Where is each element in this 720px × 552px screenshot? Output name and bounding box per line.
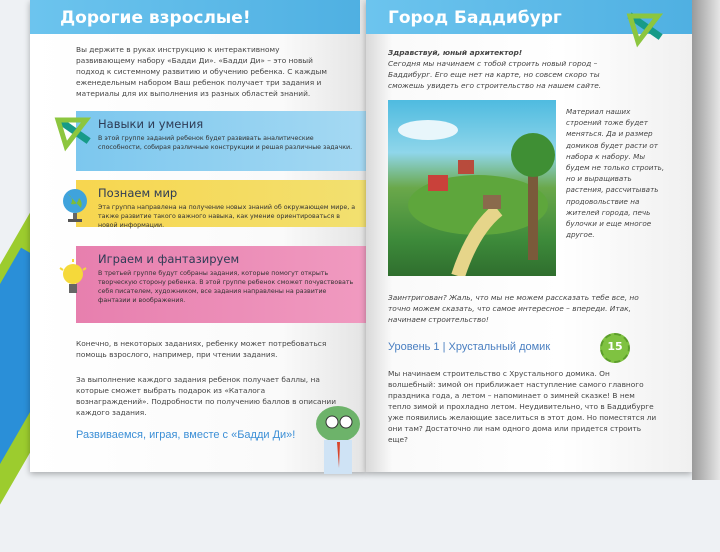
section-text: Эта группа направлена на получение новых знаний об окружающем мире, а также развитие такого важного навыка, как умение ориентироваться в новой информации. (98, 204, 356, 229)
intro-text: Вы держите в руках инструкцию к интерактивному развивающему набору «Бадди Ди». «Бадди Ди» – это новый подход к системному развитию и обучению ребенка. С каждым еженедельным набором Ваш ребенок получает три задания и материалы для их выполнения из разных областей знаний. (76, 45, 327, 98)
mascot-turtle-icon (302, 398, 366, 474)
section-text: В третьей группе будут собраны задания, которые помогут открыть творческую сторону ребенка. В этой группе ребенок сможет почувствовать себя писателем, художником, все задания направлены на развитие фантазии и воображения. (98, 270, 354, 304)
section-skills (76, 111, 366, 171)
level-body: Мы начинаем строительство с Хрустального домика. Он волшебный: зимой он приближает наступление самого главного праздника года, а летом – напоминает о зимней сказке! В нем тепло зимой и прохладно летом. Неудивительно, что в Баддибурге уже появились желающие заселиться в этот дом. Но поместятся ли они там? Достаточно ли нам одного дома или придется строить еще? (388, 369, 657, 444)
teaser-text: Заинтригован? Жаль, что мы не можем рассказать тебе все, но точно можем сказать, что самое интересное – впереди. Итак, начинаем строительство! (388, 293, 639, 324)
triangle-ruler-icon (52, 112, 92, 152)
right-page-title: Город Баддибург (366, 0, 692, 34)
slogan: Развиваемся, играя, вместе с «Бадди Ди»! (76, 429, 296, 441)
right-page (366, 0, 692, 472)
section-text: В этой группе заданий ребенок будет развивать аналитические способности, собирая различные конструкции и решая различные задачки. (98, 135, 353, 151)
section-title: Навыки и умения (98, 117, 204, 131)
level-title: Уровень 1 | Хрустальный домик (388, 341, 551, 353)
points-text: За выполнение каждого задания ребенок получает баллы, на которые сможет выбрать подарок из «Каталога вознаграждений». Подробности по получению баллов в описании каждого задания. (76, 375, 337, 417)
page-edge-shadow (692, 0, 720, 480)
section-title: Играем и фантазируем (98, 252, 240, 266)
globe-icon (60, 186, 90, 226)
left-page-title: Дорогие взрослые! (30, 0, 360, 34)
section-play (76, 246, 366, 323)
side-text: Материал наших строений тоже будет меняться. Да и размер домиков будет расти от набора к набору. Мы будем не только строить, но и выращивать растения, рассчитывать продовольствие на жителей города, печь булочки и еще многое другое. (566, 107, 665, 240)
intro-text: Сегодня мы начинаем с тобой строить новый город – Баддибург. Его еще нет на карте, но совсем скоро ты сможешь увидеть его строительство на нашем сайте. (388, 59, 602, 90)
section-title: Познаем мир (98, 186, 178, 200)
triangle-ruler-icon (624, 8, 664, 48)
city-illustration (388, 100, 556, 276)
city-illustration-art (388, 100, 556, 276)
section-world (76, 180, 366, 227)
lightbulb-icon (58, 258, 88, 304)
points-badge: 15 (600, 333, 630, 363)
help-text: Конечно, в некоторых заданиях, ребенку может потребоваться помощь взрослого, например, при чтении задания. (76, 339, 327, 359)
greeting: Здравствуй, юный архитектор! (388, 48, 523, 57)
left-page (30, 0, 366, 472)
